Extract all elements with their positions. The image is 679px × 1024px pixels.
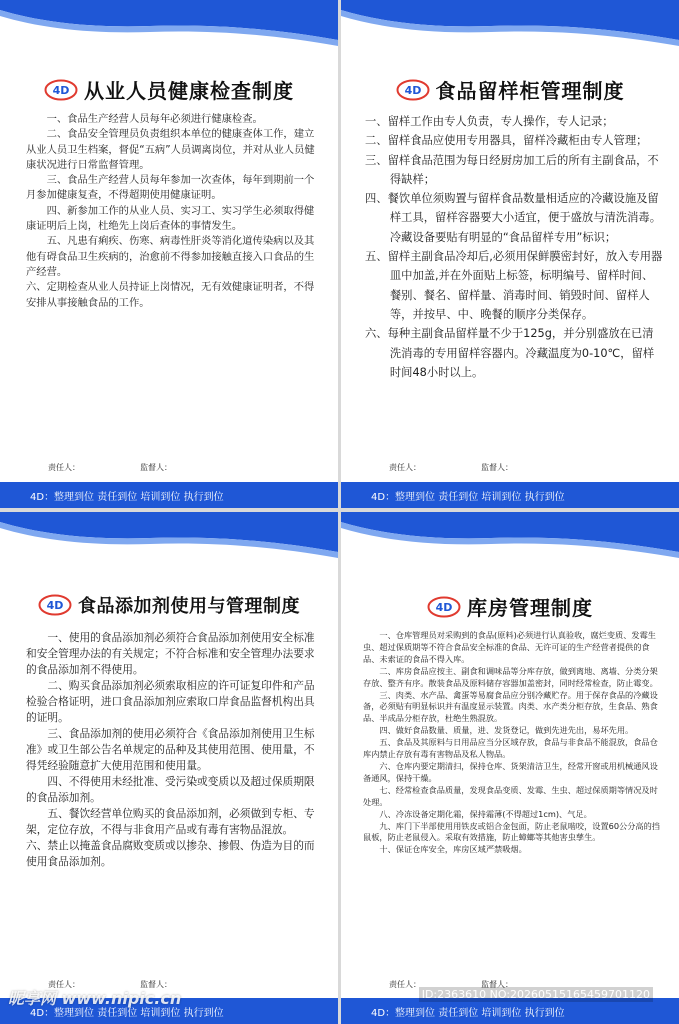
- 4d-logo: [427, 596, 461, 618]
- regulation-item: 四、餐饮单位须购置与留样食品数量相适应的冷藏设施及留样工具，留样容器要大小适宜，便于盛放与清洗消毒。冷藏设备要贴有明显的“食品留样专用”标识；: [365, 192, 661, 244]
- responsible-label: 责任人：: [48, 980, 80, 989]
- regulation-item: 五、餐饮经营单位购买的食品添加剂，必须做到专柜、专架，定位存放，不得与非食用产品或有毒有害物品混放。: [26, 807, 315, 836]
- panel-sample-cabinet: [341, 0, 679, 508]
- regulation-item: 一、食品生产经营人员每年必须进行健康检查。: [46, 113, 263, 125]
- regulation-item: 五、留样主副食品冷却后,必须用保鲜膜密封好，放入专用器皿中加盖,并在外面贴上标签，标明编号、留样时间、餐别、餐名、留样量、消毒时间、销毁时间、留样人等，并按早、中、晚餐的顺序分类保存。: [365, 250, 663, 321]
- footer-banner: 4D：整理到位 责任到位 培训到位 执行到位: [0, 998, 338, 1024]
- panel-header: [341, 592, 679, 621]
- supervisor-label: 监督人：: [481, 980, 513, 989]
- regulation-item: 八、冷冻设备定期化霜，保持霜薄(不得超过1cm)、气足。: [379, 808, 592, 819]
- regulation-item: 五、凡患有痢疾、伤寒、病毒性肝炎等消化道传染病以及其他有碍食品卫生疾病的，治愈前不得参加接触直接入口食品的生产经营。: [26, 235, 315, 278]
- signature-line: [389, 462, 513, 473]
- footer-banner: 4D：整理到位 责任到位 培训到位 执行到位: [341, 482, 679, 508]
- 4d-logo: [44, 79, 78, 101]
- signature-line: [48, 462, 172, 473]
- regulation-item: 十、保证仓库安全，库房区域严禁吸烟。: [379, 844, 527, 855]
- regulation-item: 四、新参加工作的从业人员、实习工、实习学生必须取得健康证明后上岗，杜绝先上岗后查体的事情发生。: [26, 204, 315, 233]
- header-wave-decoration: [0, 0, 338, 70]
- svg-text:4D: 4D: [435, 600, 453, 614]
- panel-warehouse: [341, 512, 679, 1024]
- panel-food-additive: [0, 512, 338, 1024]
- page-title: 库房管理制度: [467, 596, 593, 620]
- supervisor-label: 监督人：: [140, 980, 172, 989]
- header-wave-decoration: [0, 512, 338, 582]
- footer-banner: 4D：整理到位 责任到位 培训到位 执行到位: [341, 998, 679, 1024]
- footer-banner: 4D：整理到位 责任到位 培训到位 执行到位: [0, 482, 338, 508]
- regulation-item: 四、做好食品数量、质量，进、发货登记，做到先进先出，易坏先用。: [379, 725, 634, 736]
- panel-header: [0, 592, 338, 618]
- header-wave-decoration: [341, 512, 679, 582]
- page-title: 食品留样柜管理制度: [435, 79, 625, 103]
- supervisor-label: 监督人：: [481, 463, 513, 472]
- 4d-logo: [38, 594, 72, 616]
- regulation-item: 三、肉类、水产品、禽蛋等易腐食品应分别冷藏贮存。用于保存食品的冷藏设备，必须贴有明显标识并有温度显示装置。肉类、水产类分柜存放，生食品、熟食品、半成品分柜存放，杜绝生熟混放。: [363, 689, 658, 724]
- svg-text:4D: 4D: [52, 83, 70, 97]
- panel-header: [0, 75, 338, 104]
- regulation-item: 三、食品生产经营人员每年参加一次查体，每年到期前一个月参加健康复查，不得超期使用健康证明。: [26, 174, 315, 202]
- header-wave-decoration: [341, 0, 679, 70]
- regulation-item: 七、经常检查食品质量，发现食品变质、发霉、生虫、超过保质期等情况及时处理。: [363, 784, 658, 807]
- regulation-item: 五、食品及其原料与日用品应当分区域存放，食品与非食品不能混放，食品仓库内禁止存放有毒有害物品及私人物品。: [363, 737, 658, 760]
- regulation-item: 二、食品安全管理员负责组织本单位的健康查体工作，建立从业人员卫生档案，督促“五病”人员调离岗位，并对从业人员健康状况进行日常监督管理。: [26, 128, 315, 171]
- regulation-item: 二、库房食品应按主、副食和调味品等分库存放，做到离地、离墙、分类分架存放、整齐有序。散装食品及原料储存容器加盖密封，同时经常检查，防止霉变。: [363, 665, 658, 688]
- responsible-label: 责任人：: [48, 463, 80, 472]
- regulation-item: 二、购买食品添加剂必须索取相应的许可证复印件和产品检验合格证明，进口食品添加剂应索取口岸食品监督机构出具的证明。: [26, 679, 315, 724]
- page-title: 从业人员健康检查制度: [84, 79, 294, 103]
- supervisor-label: 监督人：: [140, 463, 172, 472]
- regulation-item: 二、留样食品应使用专用器具，留样冷藏柜由专人管理；: [365, 134, 648, 148]
- panel-health-check: [0, 0, 338, 508]
- regulation-item: 六、仓库内要定期清扫，保持仓库、货架清洁卫生，经常开窗或用机械通风设备通风，保持干燥。: [363, 760, 658, 783]
- regulation-item: 六、定期检查从业人员持证上岗情况，无有效健康证明者，不得安排从事接触食品的工作。: [26, 281, 315, 309]
- panel-header: [341, 75, 679, 104]
- regulation-body: [363, 630, 663, 856]
- regulation-body: [26, 630, 320, 870]
- regulation-item: 三、留样食品范围为每日经厨房加工后的所有主副食品，不得缺样；: [365, 153, 659, 186]
- regulation-item: 六、每种主副食品留样量不少于125g，并分别盛放在已清洗消毒的专用留样容器内。冷藏温度为0-10℃，留样时间48小时以上。: [365, 327, 655, 379]
- responsible-label: 责任人：: [389, 463, 421, 472]
- 4d-logo: [396, 79, 430, 101]
- image-id-watermark: ID:2363610 NO:20260515165459701120: [419, 987, 653, 1002]
- site-watermark: 昵享网 www.nipic.cn: [8, 989, 182, 1008]
- regulation-item: 一、仓库管理员对采购到的食品(原料)必须进行认真验收，腐烂变质、发霉生虫、超过保质期等不符合食品安全标准的食品、无许可证的生产经营者提供的食品、未索证的食品不得入库。: [363, 630, 656, 664]
- regulation-item: 一、使用的食品添加剂必须符合食品添加剂使用安全标准和安全管理办法的有关规定；不符合标准和安全管理办法要求的食品添加剂不得使用。: [26, 631, 315, 676]
- responsible-label: 责任人：: [389, 980, 421, 989]
- regulation-item: 六、禁止以掩盖食品腐败变质或以掺杂、掺假、伪造为目的而使用食品添加剂。: [26, 839, 315, 868]
- regulation-item: 九、库门下半部使用用铁皮或铝合金包面，防止老鼠啮咬，设置60公分高的挡鼠板，防止老鼠侵入。采取有效措施，防止蟑螂等其他害虫孳生。: [363, 820, 660, 843]
- svg-text:4D: 4D: [404, 83, 421, 97]
- regulation-body: [26, 112, 320, 311]
- regulation-body: [365, 112, 663, 382]
- regulation-item: 三、食品添加剂的使用必须符合《食品添加剂使用卫生标准》或卫生部公告名单规定的品种及其使用范围、使用量，不得凭经验随意扩大使用范围和使用量。: [26, 727, 315, 772]
- regulation-item: 四、不得使用未经批准、受污染或变质以及超过保质期限的食品添加剂。: [26, 775, 315, 804]
- svg-text:4D: 4D: [46, 599, 64, 612]
- regulation-item: 一、留样工作由专人负责，专人操作，专人记录；: [365, 115, 614, 128]
- page-title: 食品添加剂使用与管理制度: [78, 596, 300, 617]
